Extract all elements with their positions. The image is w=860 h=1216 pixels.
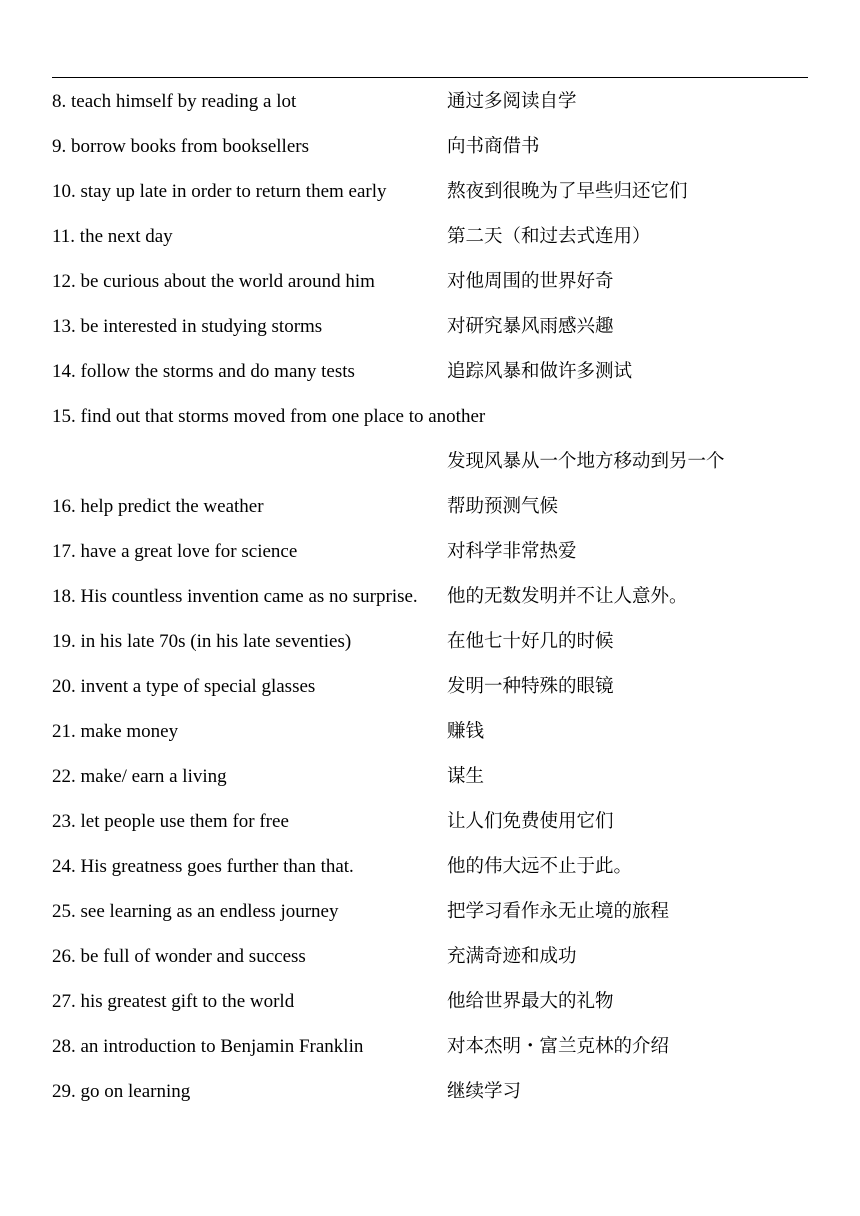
english-phrase: 14. follow the storms and do many tests [52,361,355,382]
list-item [0,1032,860,1062]
english-phrase: 24. His greatness goes further than that. [52,856,354,877]
english-phrase: 12. be curious about the world around him [52,271,375,292]
list-item [0,357,860,387]
chinese-translation: 帮助预测气候 [447,496,559,517]
english-phrase: 11. the next day [52,226,173,247]
english-phrase: 16. help predict the weather [52,496,264,517]
chinese-translation: 对他周围的世界好奇 [447,271,614,292]
chinese-translation: 把学习看作永无止境的旅程 [447,901,670,922]
english-phrase: 27. his greatest gift to the world [52,991,295,1012]
list-item [0,582,860,612]
chinese-translation: 谋生 [447,766,485,787]
list-item [0,177,860,207]
list-item [0,897,860,927]
chinese-translation: 对研究暴风雨感兴趣 [447,316,614,337]
chinese-translation: 向书商借书 [447,136,540,157]
chinese-translation: 第二天（和过去式连用） [447,226,651,247]
english-phrase: 15. find out that storms moved from one place to another [52,406,486,427]
chinese-translation: 他的伟大远不止于此。 [447,856,633,877]
chinese-translation: 他的无数发明并不让人意外。 [447,586,688,607]
english-phrase: 8. teach himself by reading a lot [52,91,297,112]
chinese-translation: 发现风暴从一个地方移动到另一个 [447,451,725,472]
list-item [0,852,860,882]
list-item [0,807,860,837]
list-item [0,1077,860,1107]
english-phrase: 29. go on learning [52,1081,191,1102]
chinese-translation: 让人们免费使用它们 [447,811,614,832]
english-phrase: 23. let people use them for free [52,811,289,832]
english-phrase: 13. be interested in studying storms [52,316,323,337]
chinese-translation: 追踪风暴和做许多测试 [447,361,633,382]
chinese-translation: 继续学习 [447,1081,522,1102]
list-item [0,537,860,567]
english-phrase: 25. see learning as an endless journey [52,901,339,922]
english-phrase: 22. make/ earn a living [52,766,227,787]
chinese-translation: 通过多阅读自学 [447,91,577,112]
english-phrase: 9. borrow books from booksellers [52,136,309,157]
english-phrase: 28. an introduction to Benjamin Franklin [52,1036,364,1057]
chinese-translation: 对本杰明・富兰克林的介绍 [447,1036,670,1057]
list-item [0,402,860,432]
list-item [0,312,860,342]
chinese-translation: 充满奇迹和成功 [447,946,577,967]
list-item [0,627,860,657]
chinese-translation: 熬夜到很晚为了早些归还它们 [447,181,688,202]
list-item [0,492,860,522]
chinese-translation: 对科学非常热爱 [447,541,577,562]
english-phrase: 17. have a great love for science [52,541,298,562]
list-item [0,447,860,477]
list-item [0,132,860,162]
list-item [0,672,860,702]
chinese-translation: 在他七十好几的时候 [447,631,614,652]
chinese-translation: 发明一种特殊的眼镜 [447,676,614,697]
english-phrase: 26. be full of wonder and success [52,946,306,967]
english-phrase: 10. stay up late in order to return them early [52,181,387,202]
list-item [0,987,860,1017]
list-item [0,87,860,117]
english-phrase: 18. His countless invention came as no surprise. [52,586,418,607]
english-phrase: 21. make money [52,721,179,742]
chinese-translation: 赚钱 [447,721,485,742]
list-item [0,942,860,972]
english-phrase: 19. in his late 70s (in his late seventies) [52,631,352,652]
list-item [0,762,860,792]
list-item [0,222,860,252]
english-phrase: 20. invent a type of special glasses [52,676,316,697]
list-item [0,267,860,297]
list-item [0,717,860,747]
chinese-translation: 他给世界最大的礼物 [447,991,614,1012]
